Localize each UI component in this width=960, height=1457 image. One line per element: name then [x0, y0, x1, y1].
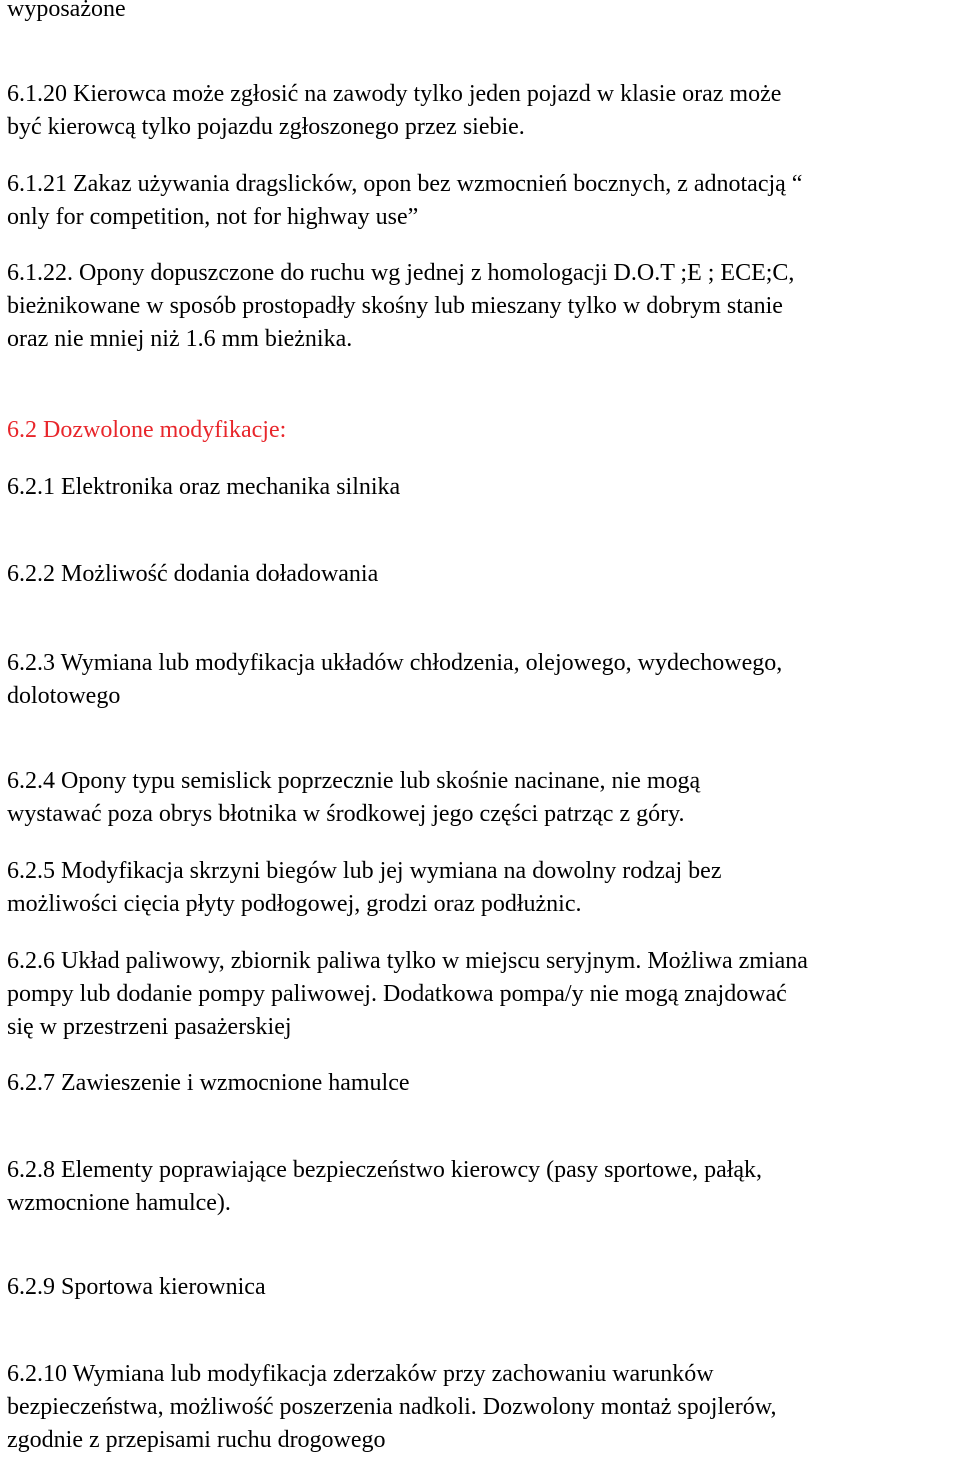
rule-6-2-10-line-2: bezpieczeństwa, możliwość poszerzenia nadkoli. Dozwolony montaż spojlerów,: [7, 1394, 777, 1420]
rule-6-2-10-line-1: 6.2.10 Wymiana lub modyfikacja zderzaków przy zachowaniu warunków: [7, 1361, 714, 1387]
rule-6-2-3-line-2: dolotowego: [7, 683, 121, 709]
rule-6-2-3-line-1: 6.2.3 Wymiana lub modyfikacja układów chłodzenia, olejowego, wydechowego,: [7, 650, 783, 676]
rule-6-2-6-line-3: się w przestrzeni pasażerskiej: [7, 1014, 292, 1040]
rule-6-2-6-line-1: 6.2.6 Układ paliwowy, zbiornik paliwa tylko w miejscu seryjnym. Możliwa zmiana: [7, 948, 808, 974]
rule-6-2-10-line-3: zgodnie z przepisami ruchu drogowego: [7, 1427, 386, 1453]
rule-6-2-4-line-2: wystawać poza obrys błotnika w środkowej jego części patrząc z góry.: [7, 801, 685, 827]
rule-6-1-21-line-1: 6.1.21 Zakaz używania dragslicków, opon bez wzmocnień bocznych, z adnotacją “: [7, 171, 803, 197]
rule-6-2-8-line-2: wzmocnione hamulce).: [7, 1190, 231, 1216]
rule-6-2-6-line-2: pompy lub dodanie pompy paliwowej. Dodatkowa pompa/y nie mogą znajdować: [7, 981, 787, 1007]
rule-6-2-9: 6.2.9 Sportowa kierownica: [7, 1274, 266, 1300]
rule-6-2-5-line-2: możliwości cięcia płyty podłogowej, grodzi oraz podłużnic.: [7, 891, 582, 917]
section-heading-allowed-modifications: 6.2 Dozwolone modyfikacje:: [7, 417, 287, 443]
rule-6-1-20-line-1: 6.1.20 Kierowca może zgłosić na zawody tylko jeden pojazd w klasie oraz może: [7, 81, 782, 107]
rule-6-1-22-line-3: oraz nie mniej niż 1.6 mm bieżnika.: [7, 326, 353, 352]
rule-6-1-21-line-2: only for competition, not for highway use”: [7, 204, 419, 230]
rule-6-1-20-line-2: być kierowcą tylko pojazdu zgłoszonego przez siebie.: [7, 114, 525, 140]
rule-6-1-22-line-1: 6.1.22. Opony dopuszczone do ruchu wg jednej z homologacji D.O.T ;E ; ECE;C,: [7, 260, 795, 286]
text-line-continuation: wyposażone: [7, 0, 126, 22]
rule-6-2-1: 6.2.1 Elektronika oraz mechanika silnika: [7, 474, 401, 500]
rule-6-2-8-line-1: 6.2.8 Elementy poprawiające bezpieczeństwo kierowcy (pasy sportowe, pałąk,: [7, 1157, 763, 1183]
rule-6-2-5-line-1: 6.2.5 Modyfikacja skrzyni biegów lub jej wymiana na dowolny rodzaj bez: [7, 858, 722, 884]
rule-6-2-4-line-1: 6.2.4 Opony typu semislick poprzecznie lub skośnie nacinane, nie mogą: [7, 768, 701, 794]
rule-6-1-22-line-2: bieżnikowane w sposób prostopadły skośny lub mieszany tylko w dobrym stanie: [7, 293, 783, 319]
rule-6-2-7: 6.2.7 Zawieszenie i wzmocnione hamulce: [7, 1070, 410, 1096]
rule-6-2-2: 6.2.2 Możliwość dodania doładowania: [7, 561, 379, 587]
